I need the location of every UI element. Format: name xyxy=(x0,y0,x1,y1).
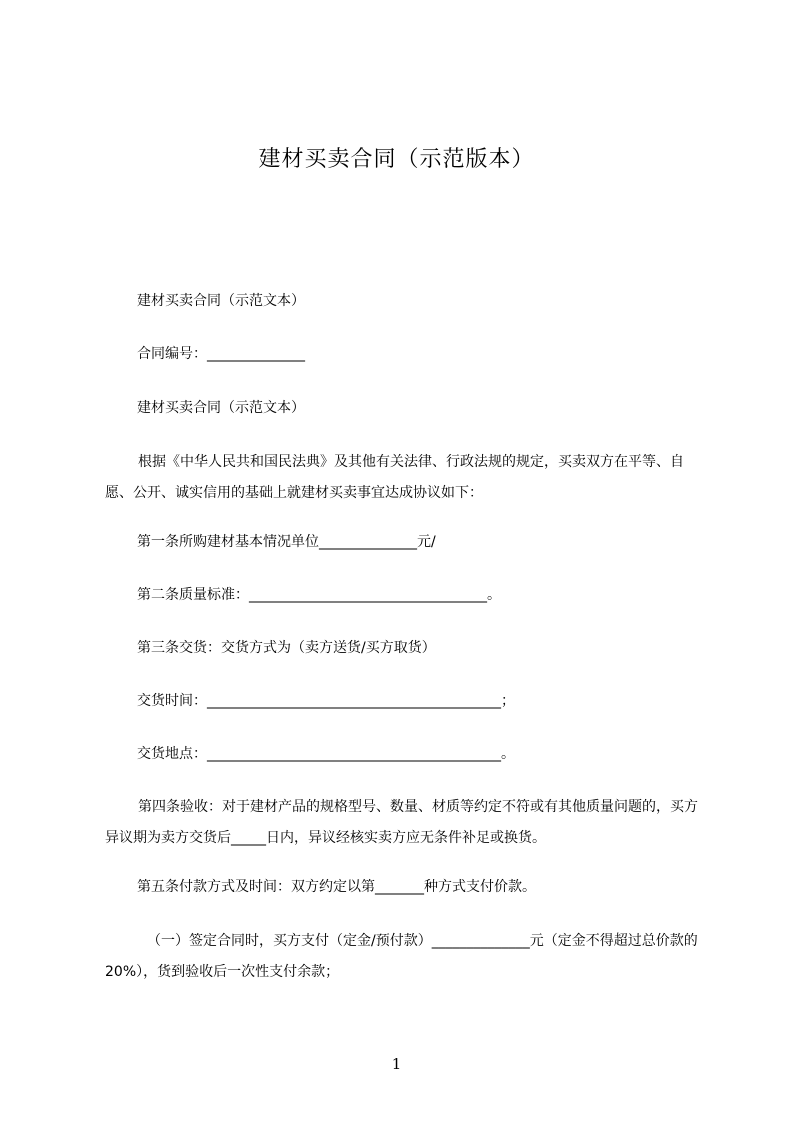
intro-paragraph: 根据《中华人民共和国民法典》及其他有关法律、行政法规的规定，买卖双方在平等、自愿、公开、诚实信用的基础上就建材买卖事宜达成协议如下： xyxy=(105,454,684,501)
article-5: 第五条付款方式及时间：双方约定以第_______种方式支付价款。 xyxy=(137,879,536,895)
subtitle-1: 建材买卖合同（示范文本） xyxy=(137,293,305,309)
delivery-time-line: 交货时间：__________________________________________； xyxy=(137,693,515,709)
delivery-place-line: 交货地点：__________________________________________。 xyxy=(137,746,515,762)
article-4-paragraph: 第四条验收：对于建材产品的规格型号、数量、材质等约定不符或有其他质量问题的，买方异议期为卖方交货后_____日内，异议经核实卖方应无条件补足或换货。 xyxy=(105,799,698,846)
document-title: 建材买卖合同（示范版本） xyxy=(258,147,535,172)
article-2: 第二条质量标准：__________________________________。 xyxy=(137,587,501,603)
subtitle-2: 建材买卖合同（示范文本） xyxy=(137,400,305,416)
article-1: 第一条所购建材基本情况单位______________元/ xyxy=(137,534,436,550)
clause-1-paragraph: （一）签定合同时，买方支付（定金/预付款）______________元（定金不得超过总价款的 20%），货到验收后一次性支付余款； xyxy=(105,933,698,980)
article-3: 第三条交货：交货方式为（卖方送货/买方取货） xyxy=(137,640,436,656)
page-number: 1 xyxy=(391,1055,402,1073)
contract-number-line: 合同编号：______________ xyxy=(137,346,305,362)
